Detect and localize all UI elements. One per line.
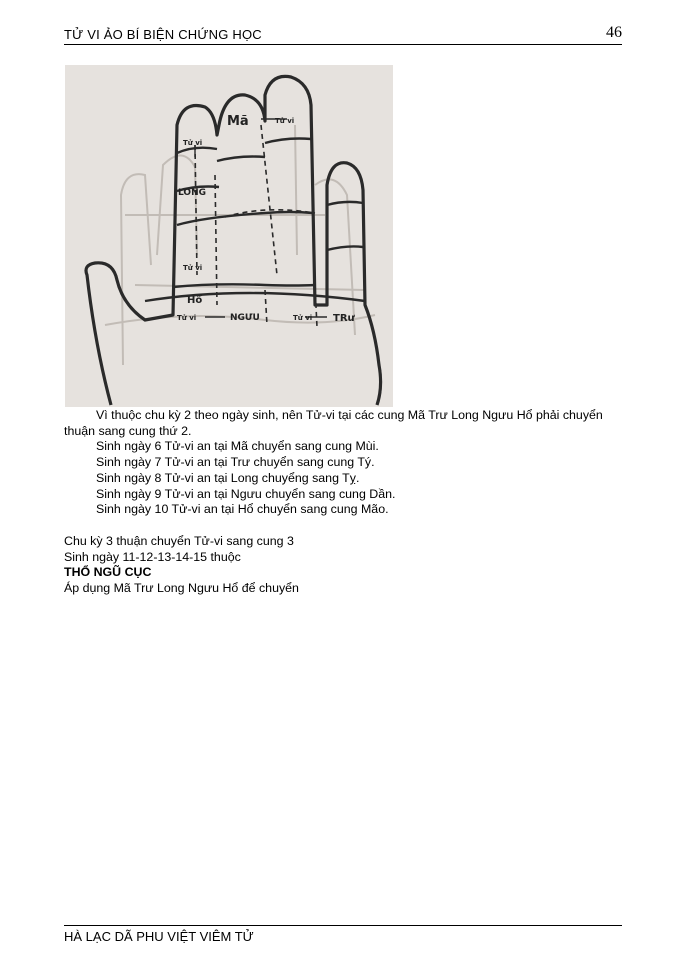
header-title: TỬ VI ẢO BÍ BIỆN CHỨNG HỌC [64, 27, 262, 42]
hand-diagram-figure [65, 65, 393, 407]
label-nguu: NGƯU [230, 313, 260, 323]
paragraph-intro: Vì thuộc chu kỳ 2 theo ngày sinh, nên Tử-vi tại các cung Mã Trư Long Ngưu Hổ phải chuyển thuận sang cung thứ 2. [64, 408, 603, 438]
ghost-hand [105, 125, 375, 365]
footer-text: HÀ LẠC DÃ PHU VIỆT VIÊM TỬ [64, 929, 254, 944]
sinh-ngay-line: Sinh ngày 11-12-13-14-15 thuộc [64, 549, 241, 564]
label-ho: Hổ [187, 295, 203, 306]
dashed-lines [195, 125, 317, 327]
label-tru: TRư [333, 313, 355, 324]
label-ma: Mã [227, 114, 249, 129]
label-tuvi-left: Tử vi [183, 139, 203, 147]
line-5: Sinh ngày 10 Tử-vi an tại Hổ chuyển sang cung Mão. [96, 502, 389, 517]
hand-diagram [65, 65, 393, 407]
chu-ky-line: Chu kỳ 3 thuận chuyển Tử-vi sang cung 3 [64, 533, 294, 548]
line-2: Sinh ngày 7 Tử-vi an tại Trư chuyển sang cung Tý. [96, 455, 375, 470]
label-long: LONG [178, 188, 206, 198]
body-text [64, 408, 624, 597]
page-number: 46 [606, 24, 622, 41]
page-footer [64, 925, 622, 944]
finger-creases [145, 139, 365, 302]
ap-dung-line: Áp dụng Mã Trư Long Ngưu Hổ để chuyển [64, 581, 299, 596]
page-header [64, 24, 622, 45]
line-4: Sinh ngày 9 Tử-vi an tại Ngưu chuyển sang cung Dần. [96, 486, 396, 501]
label-tuvi-bottom-right: Tử vi [293, 314, 313, 322]
label-tuvi-top: Tử vi [275, 117, 295, 125]
line-3: Sinh ngày 8 Tử-vi an tại Long chuyểng sang Tỵ. [96, 470, 360, 485]
line-1: Sinh ngày 6 Tử-vi an tại Mã chuyển sang cung Mùi. [96, 439, 379, 454]
label-tuvi-bottom-left: Tử vi [177, 314, 197, 322]
cuc-heading: THỔ NGŨ CỤC [64, 565, 152, 580]
label-tuvi-mid: Tử vi [183, 264, 203, 272]
spacer [64, 518, 624, 534]
